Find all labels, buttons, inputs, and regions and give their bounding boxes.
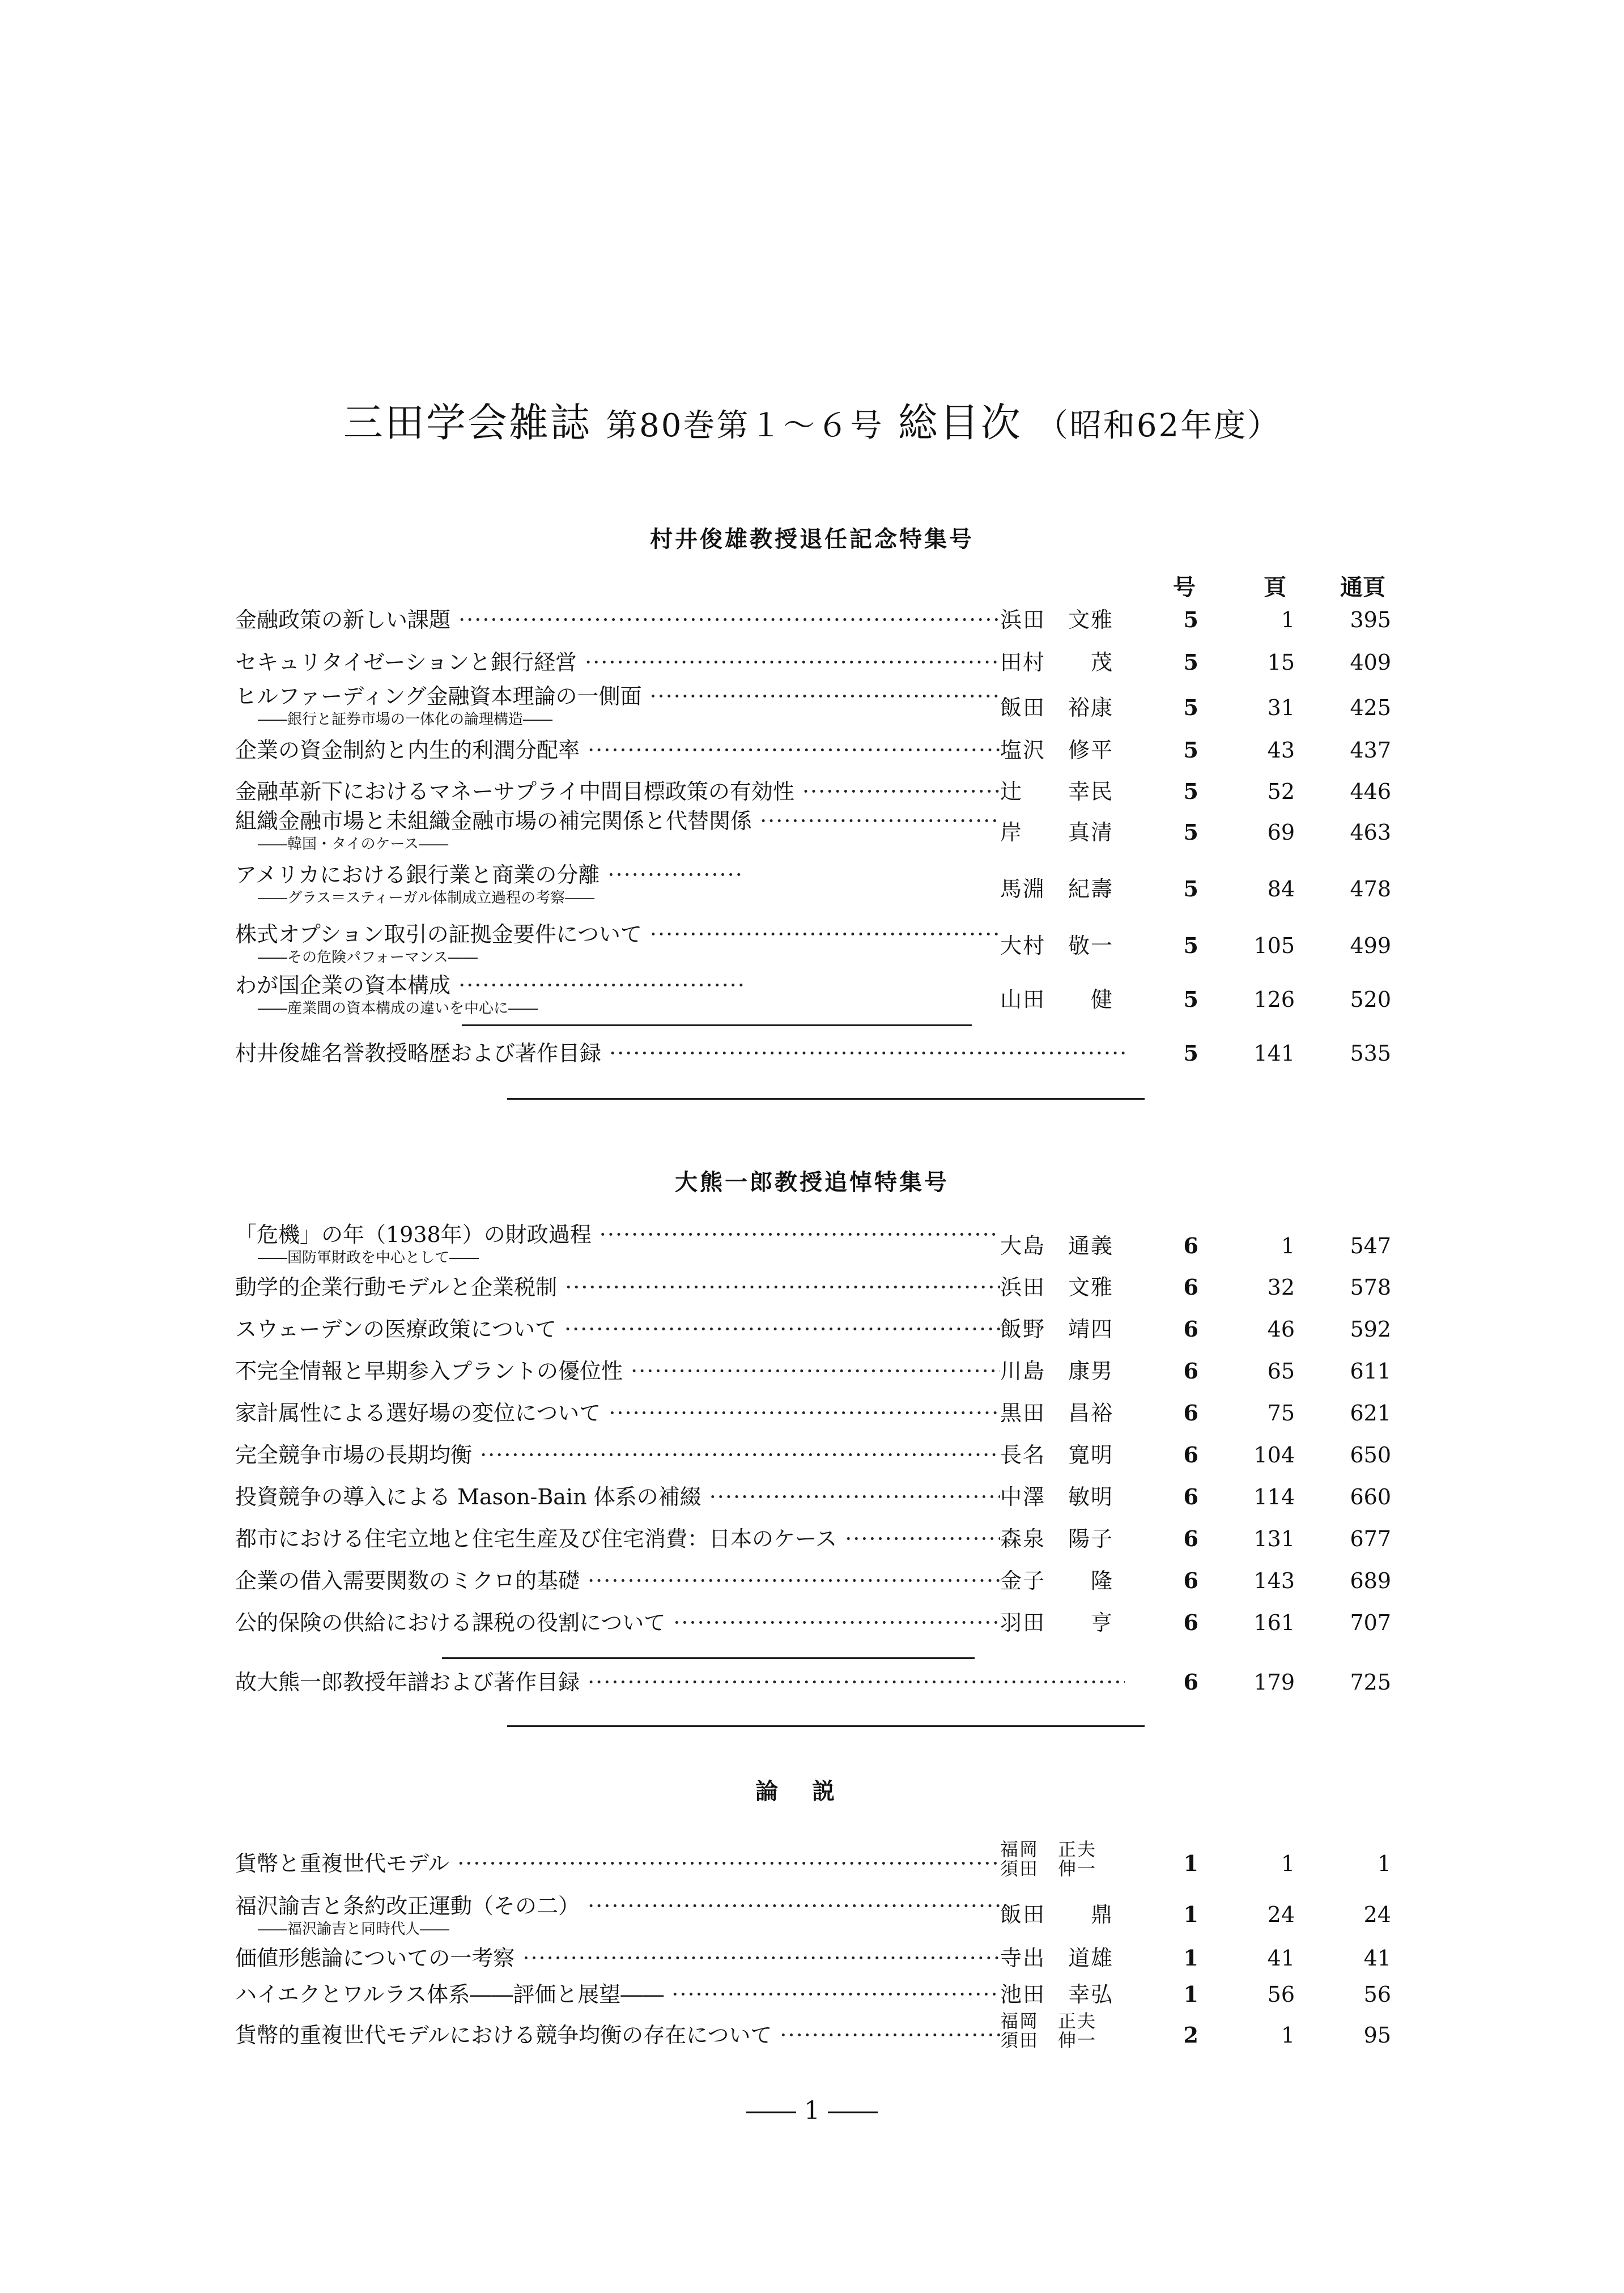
entry-total: 689 (1350, 1568, 1391, 1593)
entry-title: 「危機」の年（1938年）の財政過程 ····· (235, 1221, 1000, 1248)
entry-page: 75 (1267, 1401, 1295, 1426)
entry-page: 141 (1253, 1041, 1295, 1066)
journal-name: 三田学会雑誌 (343, 399, 592, 446)
entry-total: 41 (1363, 1946, 1391, 1971)
toc-entry (235, 1525, 1414, 1571)
entry-authors (1000, 2011, 1130, 2050)
entry-author: 山田 健 (1000, 987, 1114, 1012)
entry-title: 村井俊雄名誉教授略歴および著作目録 ····· (235, 1040, 1125, 1067)
entry-issue: 1 (1183, 1981, 1198, 2007)
toc-entry (235, 1221, 1414, 1266)
entry-title: 公的保険の供給における課税の役割について ····· (235, 1609, 1000, 1636)
toc-entry (235, 807, 1414, 853)
divider (462, 1024, 972, 1026)
entry-issue: 5 (1183, 737, 1198, 763)
entry-title: 株式オプション取引の証拠金要件について ····· (235, 921, 1000, 948)
volume-label: 第80巻第１～６号 (606, 407, 884, 444)
entry-author: 羽田 亨 (1000, 1610, 1114, 1635)
entry-issue: 1 (1183, 1901, 1198, 1927)
entry-total: 463 (1350, 820, 1391, 845)
entry-subtitle: ――銀行と証券市場の一体化の論理構造―― (258, 711, 553, 728)
entry-title: 故大熊一郎教授年譜および著作目録 ····· (235, 1669, 1125, 1696)
col-total: 通頁 (1340, 574, 1385, 601)
entry-total: 24 (1363, 1902, 1391, 1927)
entry-title: ハイエクとワルラス体系――評価と展望―― ····· (235, 1981, 1000, 2008)
toc-label: 総目次 (898, 399, 1022, 446)
entry-issue: 5 (1183, 778, 1198, 804)
toc-entry (235, 1609, 1414, 1654)
entry-page: 32 (1267, 1275, 1295, 1300)
entry-title: 金融革新下におけるマネーサプライ中間目標政策の有効性 ····· (235, 778, 1000, 805)
toc-entry (235, 1839, 1414, 1895)
entry-issue: 5 (1183, 1040, 1198, 1066)
entry-title: ヒルファーディング金融資本理論の一側面 ····· (235, 683, 1000, 710)
entry-page: 69 (1267, 820, 1295, 845)
toc-entry (235, 1669, 1414, 1714)
entry-page: 15 (1267, 650, 1295, 675)
entry-page: 1 (1281, 2023, 1295, 2048)
entry-author: 大村 敬一 (1000, 933, 1114, 958)
entry-issue: 5 (1183, 933, 1198, 958)
entry-title: 貨幣的重複世代モデルにおける競争均衡の存在について ····· (235, 2022, 1000, 2049)
entry-author-2: 須田 伸一 (1000, 2030, 1097, 2051)
entry-page: 179 (1253, 1670, 1295, 1695)
entry-issue: 6 (1183, 1669, 1198, 1695)
toc-entry (235, 1441, 1414, 1487)
entry-author: 馬淵 紀壽 (1000, 877, 1114, 901)
divider (442, 1657, 975, 1659)
entry-issue: 6 (1183, 1400, 1198, 1426)
entry-page: 46 (1267, 1317, 1295, 1342)
entry-subtitle: ――その危険パフォーマンス―― (258, 949, 478, 966)
entry-total: 395 (1350, 607, 1391, 632)
entry-total: 621 (1350, 1401, 1391, 1426)
entry-page: 84 (1267, 877, 1295, 901)
entry-issue: 6 (1183, 1484, 1198, 1509)
col-issue: 号 (1173, 574, 1196, 601)
toc-entry (235, 2010, 1414, 2067)
toc-entry (235, 921, 1414, 966)
toc-entry (235, 1567, 1414, 1613)
entry-author: 塩沢 修平 (1000, 738, 1114, 763)
entry-total: 499 (1350, 933, 1391, 958)
entry-issue: 6 (1183, 1316, 1198, 1342)
entry-title: 完全競争市場の長期均衡 ····· (235, 1441, 1000, 1469)
entry-total: 1 (1377, 1851, 1391, 1876)
entry-issue: 1 (1183, 1945, 1198, 1971)
entry-total: 547 (1350, 1233, 1391, 1258)
entry-author: 田村 茂 (1000, 650, 1114, 675)
entry-page: 1 (1281, 1233, 1295, 1258)
toc-entry (235, 1040, 1414, 1085)
toc-entry (235, 1399, 1414, 1445)
entry-author: 長名 寛明 (1000, 1443, 1114, 1467)
entry-issue: 5 (1183, 607, 1198, 632)
entry-page: 161 (1253, 1610, 1295, 1635)
toc-entry (235, 1274, 1414, 1319)
entry-page: 105 (1253, 933, 1295, 958)
entry-author: 岸 真清 (1000, 820, 1114, 845)
entry-total: 437 (1350, 738, 1391, 763)
section-title: 大熊一郎教授追悼特集号 (675, 1169, 949, 1196)
entry-title: 組織金融市場と未組織金融市場の補完関係と代替関係 ····· (235, 807, 1000, 835)
entry-author: 浜田 文雅 (1000, 607, 1114, 632)
entry-author: 金子 隆 (1000, 1568, 1114, 1593)
entry-page: 104 (1253, 1443, 1295, 1467)
toc-entry (235, 737, 1414, 782)
entry-issue: 6 (1183, 1442, 1198, 1467)
entry-page: 41 (1267, 1946, 1295, 1971)
entry-issue: 6 (1183, 1568, 1198, 1593)
entry-author: 辻 幸民 (1000, 779, 1114, 804)
toc-entry (235, 683, 1414, 728)
section-title: 村井俊雄教授退任記念特集号 (650, 526, 974, 552)
entry-issue: 5 (1183, 819, 1198, 845)
entry-total: 446 (1350, 779, 1391, 804)
entry-page: 143 (1253, 1568, 1295, 1593)
entry-title: 動学的企業行動モデルと企業税制 ····· (235, 1274, 1000, 1301)
entry-author: 福岡 正夫 (1000, 1839, 1097, 1860)
entry-total: 592 (1350, 1317, 1391, 1342)
entry-page: 1 (1281, 607, 1295, 632)
toc-entry (235, 1981, 1414, 2026)
entry-total: 56 (1363, 1982, 1391, 2007)
toc-entry (235, 1358, 1414, 1403)
entry-title: 不完全情報と早期参入プラントの優位性 ····· (235, 1358, 1000, 1385)
section-title: 論説 (755, 1778, 869, 1805)
entry-subtitle: ――福沢諭吉と同時代人―― (258, 1921, 450, 1938)
toc-entry (235, 861, 1414, 907)
entry-author-2: 須田 伸一 (1000, 1858, 1097, 1879)
entry-page: 131 (1253, 1526, 1295, 1551)
entry-issue: 6 (1183, 1526, 1198, 1551)
entry-author: 池田 幸弘 (1000, 1982, 1114, 2007)
entry-title: スウェーデンの医療政策について ····· (235, 1316, 1000, 1343)
entry-page: 56 (1267, 1982, 1295, 2007)
entry-author: 森泉 陽子 (1000, 1526, 1114, 1551)
entry-title: 都市における住宅立地と住宅生産及び住宅消費：日本のケース ····· (235, 1525, 1000, 1552)
entry-page: 43 (1267, 738, 1295, 763)
entry-issue: 6 (1183, 1610, 1198, 1635)
entry-title: 家計属性による選好場の変位について ····· (235, 1399, 1000, 1427)
entry-issue: 5 (1183, 876, 1198, 901)
column-headers (0, 569, 1624, 601)
entry-issue: 1 (1183, 1850, 1198, 1876)
page-title (0, 391, 1624, 448)
entry-page: 24 (1267, 1902, 1295, 1927)
entry-page: 31 (1267, 695, 1295, 720)
entry-total: 520 (1350, 987, 1391, 1012)
divider (507, 1725, 1145, 1727)
entry-issue: 5 (1183, 986, 1198, 1012)
entry-total: 611 (1350, 1359, 1391, 1384)
entry-author: 川島 康男 (1000, 1359, 1114, 1384)
entry-total: 650 (1350, 1443, 1391, 1467)
entry-author: 飯田 裕康 (1000, 695, 1114, 720)
col-page: 頁 (1264, 574, 1286, 601)
entry-title: 福沢諭吉と条約改正運動（その二） ····· (235, 1892, 1000, 1920)
entry-title: 価値形態論についての一考察 ····· (235, 1945, 1000, 1972)
entry-subtitle: ――産業間の資本構成の違いを中心に―― (258, 1000, 538, 1017)
entry-title: 金融政策の新しい課題 ····· (235, 606, 1000, 633)
entry-page: 114 (1253, 1484, 1295, 1509)
page-number: ―― 1 ―― (746, 2096, 878, 2125)
entry-title: わが国企業の資本構成 ····· (235, 972, 745, 999)
entry-author: 福岡 正夫 (1000, 2010, 1097, 2032)
entry-author: 浜田 文雅 (1000, 1275, 1114, 1300)
entry-author: 黒田 昌裕 (1000, 1401, 1114, 1426)
entry-issue: 5 (1183, 649, 1198, 675)
entry-total: 425 (1350, 695, 1391, 720)
entry-page: 65 (1267, 1359, 1295, 1384)
toc-entry (235, 1892, 1414, 1938)
entry-issue: 6 (1183, 1274, 1198, 1300)
entry-subtitle: ――国防軍財政を中心として―― (258, 1249, 479, 1266)
toc-entry (235, 1316, 1414, 1361)
entry-subtitle: ――韓国・タイのケース―― (258, 836, 449, 853)
entry-author: 大島 通義 (1000, 1233, 1114, 1258)
entry-total: 578 (1350, 1275, 1391, 1300)
entry-issue: 5 (1183, 695, 1198, 720)
entry-total: 707 (1350, 1610, 1391, 1635)
entry-authors (1000, 1840, 1130, 1878)
year-label: （昭和62年度） (1036, 407, 1281, 444)
entry-page: 1 (1281, 1851, 1295, 1876)
entry-total: 95 (1363, 2023, 1391, 2048)
entry-total: 409 (1350, 650, 1391, 675)
entry-title: 投資競争の導入による Mason-Bain 体系の補綴 ····· (235, 1483, 1000, 1511)
entry-total: 660 (1350, 1484, 1391, 1509)
entry-author: 飯田 鼎 (1000, 1902, 1114, 1927)
entry-title: 企業の資金制約と内生的利潤分配率 ····· (235, 737, 1000, 764)
toc-entry (235, 606, 1414, 652)
toc-entry (235, 1483, 1414, 1529)
entry-title: 貨幣と重複世代モデル ····· (235, 1850, 1000, 1877)
entry-title: アメリカにおける銀行業と商業の分離 ····· (235, 861, 745, 888)
entry-total: 677 (1350, 1526, 1391, 1551)
entry-issue: 6 (1183, 1358, 1198, 1384)
entry-author: 中澤 敏明 (1000, 1484, 1114, 1509)
entry-page: 52 (1267, 779, 1295, 804)
entry-title: 企業の借入需要関数のミクロ的基礎 ····· (235, 1567, 1000, 1594)
entry-title: セキュリタイゼーションと銀行経営 ····· (235, 649, 1000, 676)
entry-total: 478 (1350, 877, 1391, 901)
entry-subtitle: ――グラス＝スティーガル体制成立過程の考察―― (258, 890, 595, 907)
entry-author: 寺出 道雄 (1000, 1946, 1114, 1971)
entry-issue: 6 (1183, 1233, 1198, 1258)
entry-total: 725 (1350, 1670, 1391, 1695)
entry-page: 126 (1253, 987, 1295, 1012)
entry-total: 535 (1350, 1041, 1391, 1066)
entry-author: 飯野 靖四 (1000, 1317, 1114, 1342)
divider (507, 1098, 1145, 1100)
toc-entry (235, 972, 1414, 1017)
entry-issue: 2 (1183, 2022, 1198, 2048)
